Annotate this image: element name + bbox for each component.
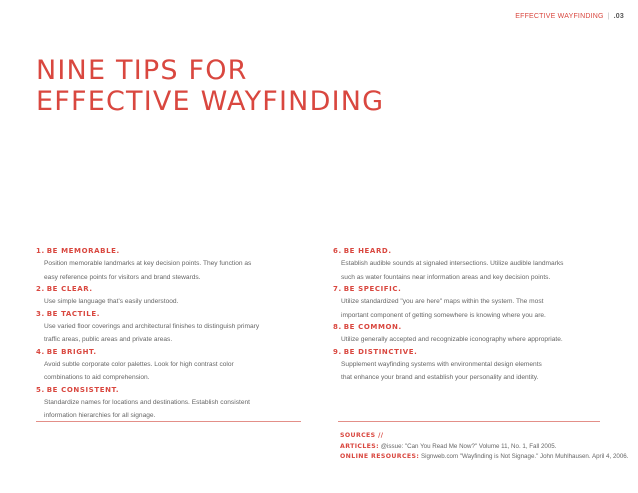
tip-item — [36, 347, 306, 385]
tip-text-line: Standardize names for locations and destinations. Establish consistent — [44, 398, 250, 406]
tip-text-line: such as water fountains near information areas and key decision points. — [341, 273, 551, 281]
tip-heading — [36, 347, 306, 358]
tip-text-line: Utilize generally accepted and recognizable iconography where appropriate. — [341, 336, 563, 343]
online-resources-label: ONLINE RESOURCES: — [340, 453, 420, 460]
tip-text-line: Position memorable landmarks at key decision points. They function as — [44, 260, 252, 267]
tip-body — [44, 320, 306, 347]
tip-item — [333, 284, 613, 322]
tip-number: 1. — [36, 247, 45, 255]
tip-text-line: combinations to aid comprehension. — [44, 374, 150, 381]
tip-text-line: Utilize standardized "you are here" maps within the system. The most — [341, 298, 544, 305]
tip-number: 6. — [333, 247, 342, 255]
tip-body — [44, 358, 306, 385]
title-line-2: EFFECTIVE WAYFINDING — [36, 86, 385, 117]
tip-heading — [333, 284, 613, 295]
tip-text-line: information hierarchies for all signage. — [44, 412, 156, 419]
tip-title: BE DISTINCTIVE. — [343, 347, 418, 356]
source-articles — [340, 442, 630, 453]
tip-heading — [36, 246, 306, 257]
tip-title: BE BRIGHT. — [46, 347, 97, 356]
sources-heading: SOURCES // — [340, 432, 384, 439]
tip-item — [333, 246, 613, 284]
tip-heading — [333, 347, 613, 358]
tip-item — [333, 322, 613, 347]
tip-text-line: Establish audible sounds at signaled intersections. Utilize audible landmarks — [341, 260, 564, 267]
tip-heading — [333, 322, 613, 333]
online-resources-text: Signweb.com "Wayfinding is Not Signage." John Muhlhausen. April 4, 2006. — [420, 453, 629, 460]
tip-text-line: Use simple language that’s easily understood. — [44, 298, 179, 305]
tip-body — [341, 358, 613, 385]
tip-number: 7. — [333, 285, 342, 293]
tip-item — [36, 309, 306, 347]
tip-title: BE CONSISTENT. — [46, 385, 120, 394]
header-section-title: EFFECTIVE WAYFINDING — [515, 13, 604, 20]
tip-text-line: that enhance your brand and establish your personality and identity. — [341, 374, 539, 381]
tip-body — [341, 257, 613, 284]
tip-text-line: important component of getting somewhere is knowing where you are. — [341, 311, 546, 319]
tip-title: BE TACTILE. — [46, 309, 100, 318]
tip-body — [44, 295, 306, 309]
tip-title: BE COMMON. — [343, 323, 402, 331]
tip-item — [333, 347, 613, 385]
divider-right — [338, 421, 600, 422]
tips-column-right — [333, 246, 613, 385]
articles-label: ARTICLES: — [340, 442, 380, 450]
page-number: .03 — [613, 13, 624, 20]
title-line-1: NINE TIPS FOR — [36, 55, 248, 86]
source-online — [340, 452, 630, 463]
header-separator: | — [607, 13, 610, 20]
tip-heading — [36, 385, 306, 396]
tip-number: 4. — [36, 347, 45, 356]
tip-text-line: traffic areas, public areas and private areas. — [44, 336, 173, 343]
articles-text: @issue: "Can You Read Me Now?" Volume 11, No. 1, Fall 2005. — [380, 442, 557, 450]
tip-number: 5. — [36, 385, 45, 394]
tip-text-line: Supplement wayfinding systems with environmental design elements — [341, 360, 542, 368]
tip-title: BE SPECIFIC. — [343, 285, 402, 293]
tip-number: 8. — [333, 323, 342, 331]
tip-body — [44, 396, 306, 423]
tip-number: 2. — [36, 285, 45, 293]
tip-title: BE HEARD. — [343, 247, 392, 255]
tip-heading — [36, 284, 306, 295]
sources-block — [340, 431, 630, 463]
tip-number: 3. — [36, 309, 45, 318]
tip-body — [44, 257, 306, 284]
tip-item — [36, 284, 306, 309]
tip-title: BE MEMORABLE. — [46, 247, 120, 255]
tip-body — [341, 295, 613, 322]
page-title — [36, 55, 384, 117]
tip-item — [36, 385, 306, 423]
tip-text-line: Avoid subtle corporate color palettes. Look for high contrast color — [44, 360, 234, 368]
tip-number: 9. — [333, 347, 342, 356]
tip-heading — [36, 309, 306, 320]
tip-heading — [333, 246, 613, 257]
tip-body — [341, 333, 613, 347]
tip-title: BE CLEAR. — [46, 285, 93, 293]
divider-left — [36, 421, 301, 422]
tip-text-line: easy reference points for visitors and brand stewards. — [44, 273, 201, 281]
tip-item — [36, 246, 306, 284]
running-header — [515, 13, 624, 20]
tips-column-left — [36, 246, 306, 423]
tip-text-line: Use varied floor coverings and architectural finishes to distinguish primary — [44, 322, 260, 330]
